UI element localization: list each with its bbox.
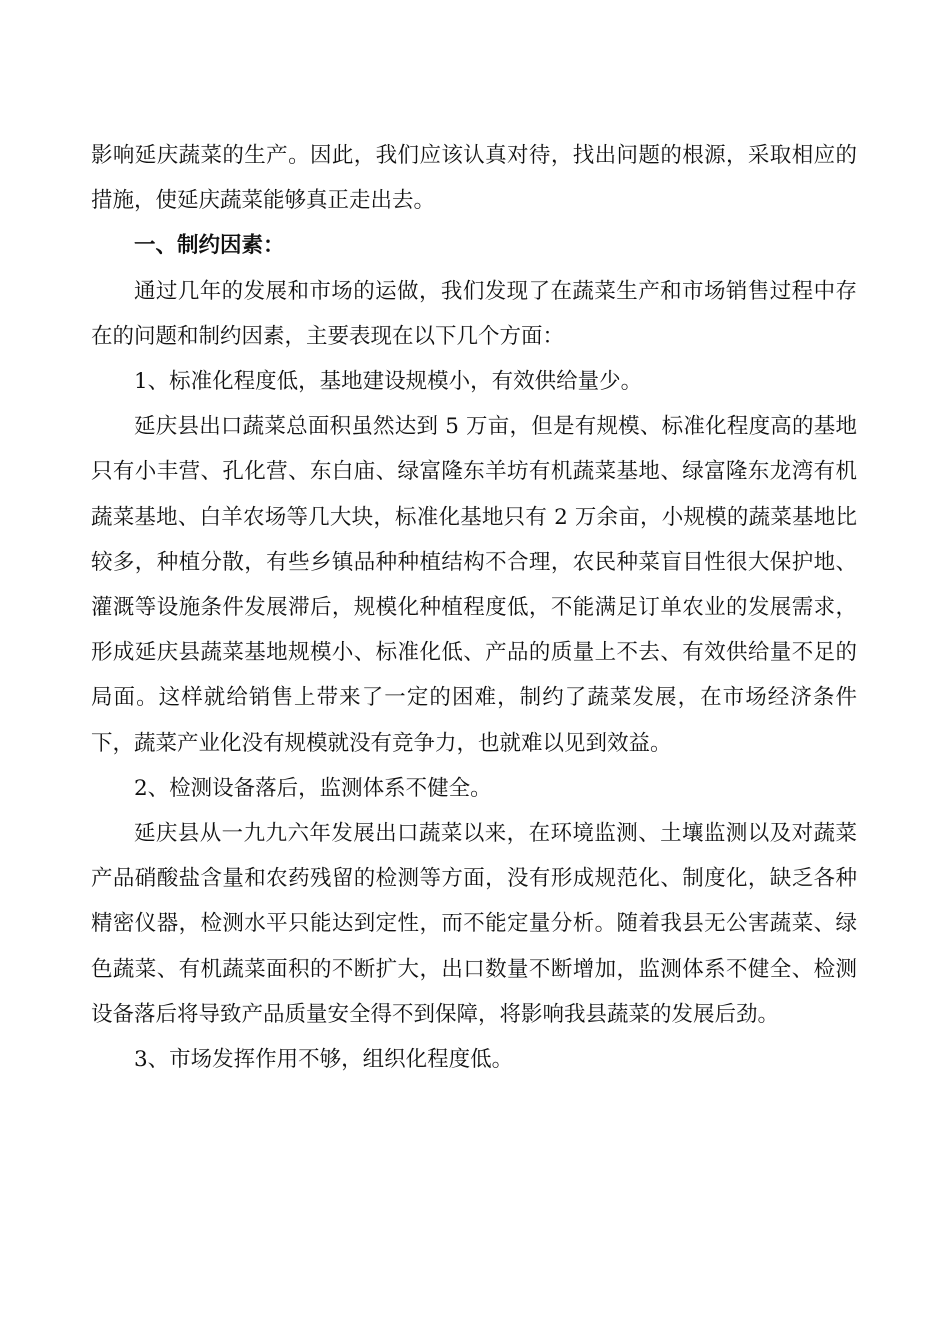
subheading-1: 1、标准化程度低，基地建设规模小，有效供给量少。 — [134, 369, 643, 395]
subheading-3: 3、市场发挥作用不够，组织化程度低。 — [134, 1047, 514, 1073]
section-heading: 一、制约因素： — [134, 233, 285, 259]
subheading-2: 2、检测设备落后，监测体系不健全。 — [134, 775, 492, 801]
paragraph-1: 延庆县出口蔬菜总面积虽然达到 5 万亩，但是有规模、标准化程度高的基地只有小丰营、孔化营、东白庙、绿富隆东羊坊有机蔬菜基地、绿富隆东龙湾有机蔬菜基地、白羊农场等几大块，标准化基地只有 2 万余亩，小规模的蔬菜基地比较多，种植分散，有些乡镇品种种植结构不合理，农民种菜盲目性很大保护地、灌溉等设施条件发展滞后，规模化种植程度低，不能满足订单农业的发展需求，形成延庆县蔬菜基地规模小、标准化低、产品的质量上不去、有效供给量不足的局面。这样就给销售上带来了一定的困难，制约了蔬菜发展，在市场经济条件下，蔬菜产业化没有规模就没有竞争力，也就难以见到效益。 — [91, 414, 857, 756]
paragraph-intro: 通过几年的发展和市场的运做，我们发现了在蔬菜生产和市场销售过程中存在的问题和制约因素，主要表现在以下几个方面： — [91, 278, 857, 349]
document-body — [91, 133, 857, 1082]
paragraph-2: 延庆县从一九九六年发展出口蔬菜以来，在环境监测、土壤监测以及对蔬菜产品硝酸盐含量和农药残留的检测等方面，没有形成规范化、制度化，缺乏各种精密仪器，检测水平只能达到定性，而不能定量分析。随着我县无公害蔬菜、绿色蔬菜、有机蔬菜面积的不断扩大，出口数量不断增加，监测体系不健全、检测设备落后将导致产品质量安全得不到保障，将影响我县蔬菜的发展后劲。 — [91, 821, 857, 1027]
paragraph-continuation: 影响延庆蔬菜的生产。因此，我们应该认真对待，找出问题的根源，采取相应的措施，使延庆蔬菜能够真正走出去。 — [91, 143, 857, 214]
